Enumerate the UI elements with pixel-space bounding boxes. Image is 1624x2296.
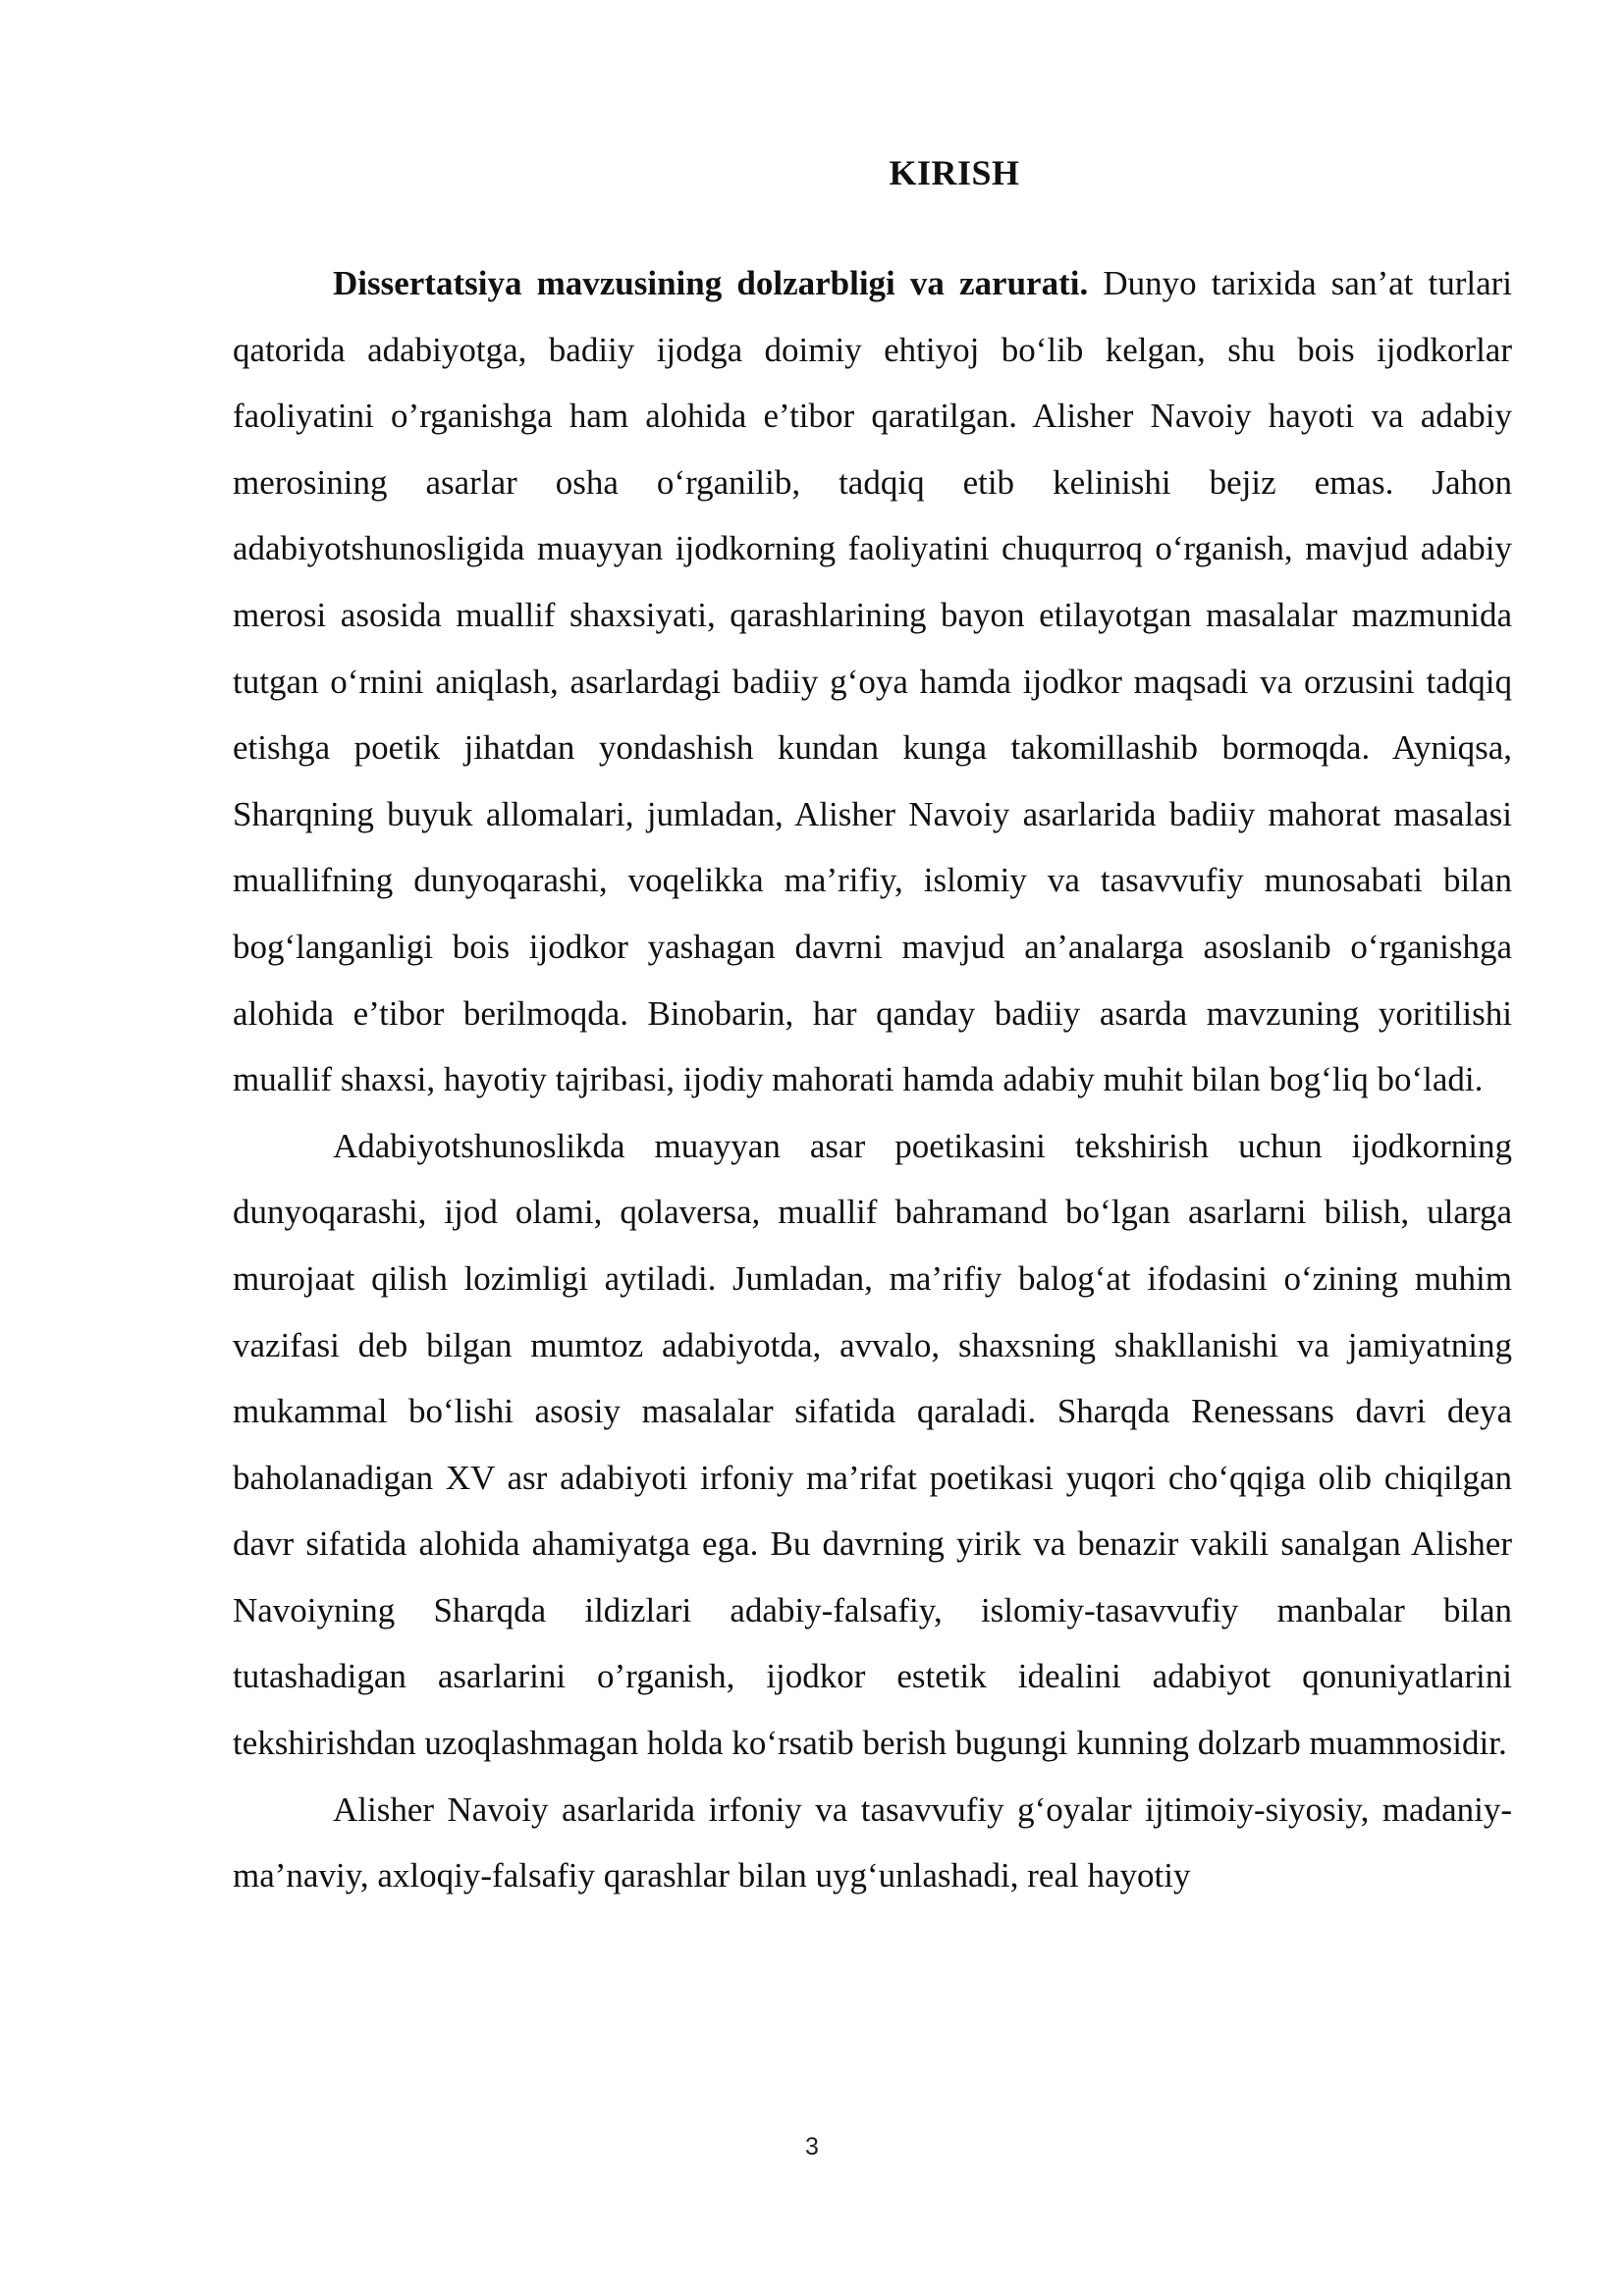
- paragraph-text: Adabiyotshunoslikda muayyan asar poetikasini tekshirish uchun ijodkorning dunyoqarashi, ijod olami, qolaversa, muallif bahramand bo‘lgan asarlarni bilish, ularga murojaat qilish lozimligi aytiladi. Jumladan, ma’rifiy balog‘at ifodasini o‘zining muhim vazifasi deb bilgan mumtoz adabiyotda, avvalo, shaxsning shakllanishi va jamiyatning mukammal bo‘lishi asosiy masalalar sifatida qaraladi. Sharqda Renessans davri deya baholanadigan XV asr adabiyoti irfoniy ma’rifat poetikasi yuqori cho‘qqiga olib chiqilgan davr sifatida alohida ahamiyatga ega. Bu davrning yirik va benazir vakili sanalgan Alisher Navoiyning Sharqda ildizlari adabiy-falsafiy, islomiy-tasavvufiy manbalar bilan tutashadigan asarlarini o’rganish, ijodkor estetik idealini adabiyot qonuniyatlarini tekshirishdan uzoqlashmagan holda ko‘rsatib berish bugungi kunning dolzarb muammosidir.: [233, 1126, 1512, 1763]
- paragraph-poetics: [233, 1113, 1512, 1777]
- paragraph-navoiy-ideas: [233, 1777, 1512, 1909]
- paragraph-relevance: [233, 250, 1512, 1113]
- paragraph-text: Dunyo tarixida san’at turlari qatorida adabiyotga, badiiy ijodga doimiy ehtiyoj bo‘lib kelgan, shu bois ijodkorlar faoliyatini o’rganishga ham alohida e’tibor qaratilgan. Alisher Navoiy hayoti va adabiy merosining asarlar osha o‘rganilib, tadqiq etib kelinishi bejiz emas. Jahon adabiyotshunosligida muayyan ijodkorning faoliyatini chuqurroq o‘rganish, mavjud adabiy merosi asosida muallif shaxsiyati, qarashlarining bayon etilayotgan masalalar mazmunida tutgan o‘rnini aniqlash, asarlardagi badiiy g‘oya hamda ijodkor maqsadi va orzusini tadqiq etishga poetik jihatdan yondashish kundan kunga takomillashib bormoqda. Ayniqsa, Sharqning buyuk allomalari, jumladan, Alisher Navoiy asarlarida badiiy mahorat masalasi muallifning dunyoqarashi, voqelikka ma’rifiy, islomiy va tasavvufiy munosabati bilan bog‘langanligi bois ijodkor yashagan davrni mavjud an’analarga asoslanib o‘rganishga alohida e’tibor berilmoqda. Binobarin, har qanday badiiy asarda mavzuning yoritilishi muallif shaxsi, hayotiy tajribasi, ijodiy mahorati hamda adabiy muhit bilan bog‘liq bo‘ladi.: [233, 264, 1513, 1099]
- paragraph-lead: Dissertatsiya mavzusining dolzarbligi va zarurati.: [333, 264, 1089, 302]
- page-number: 3: [805, 2133, 819, 2161]
- section-heading: KIRISH: [889, 153, 1020, 192]
- paragraph-text: Alisher Navoiy asarlarida irfoniy va tasavvufiy g‘oyalar ijtimoiy-siyosiy, madaniy-ma’naviy, axloqiy-falsafiy qarashlar bilan uyg‘unlashadi, real hayotiy: [233, 1789, 1512, 1896]
- body-text: [233, 250, 1512, 1909]
